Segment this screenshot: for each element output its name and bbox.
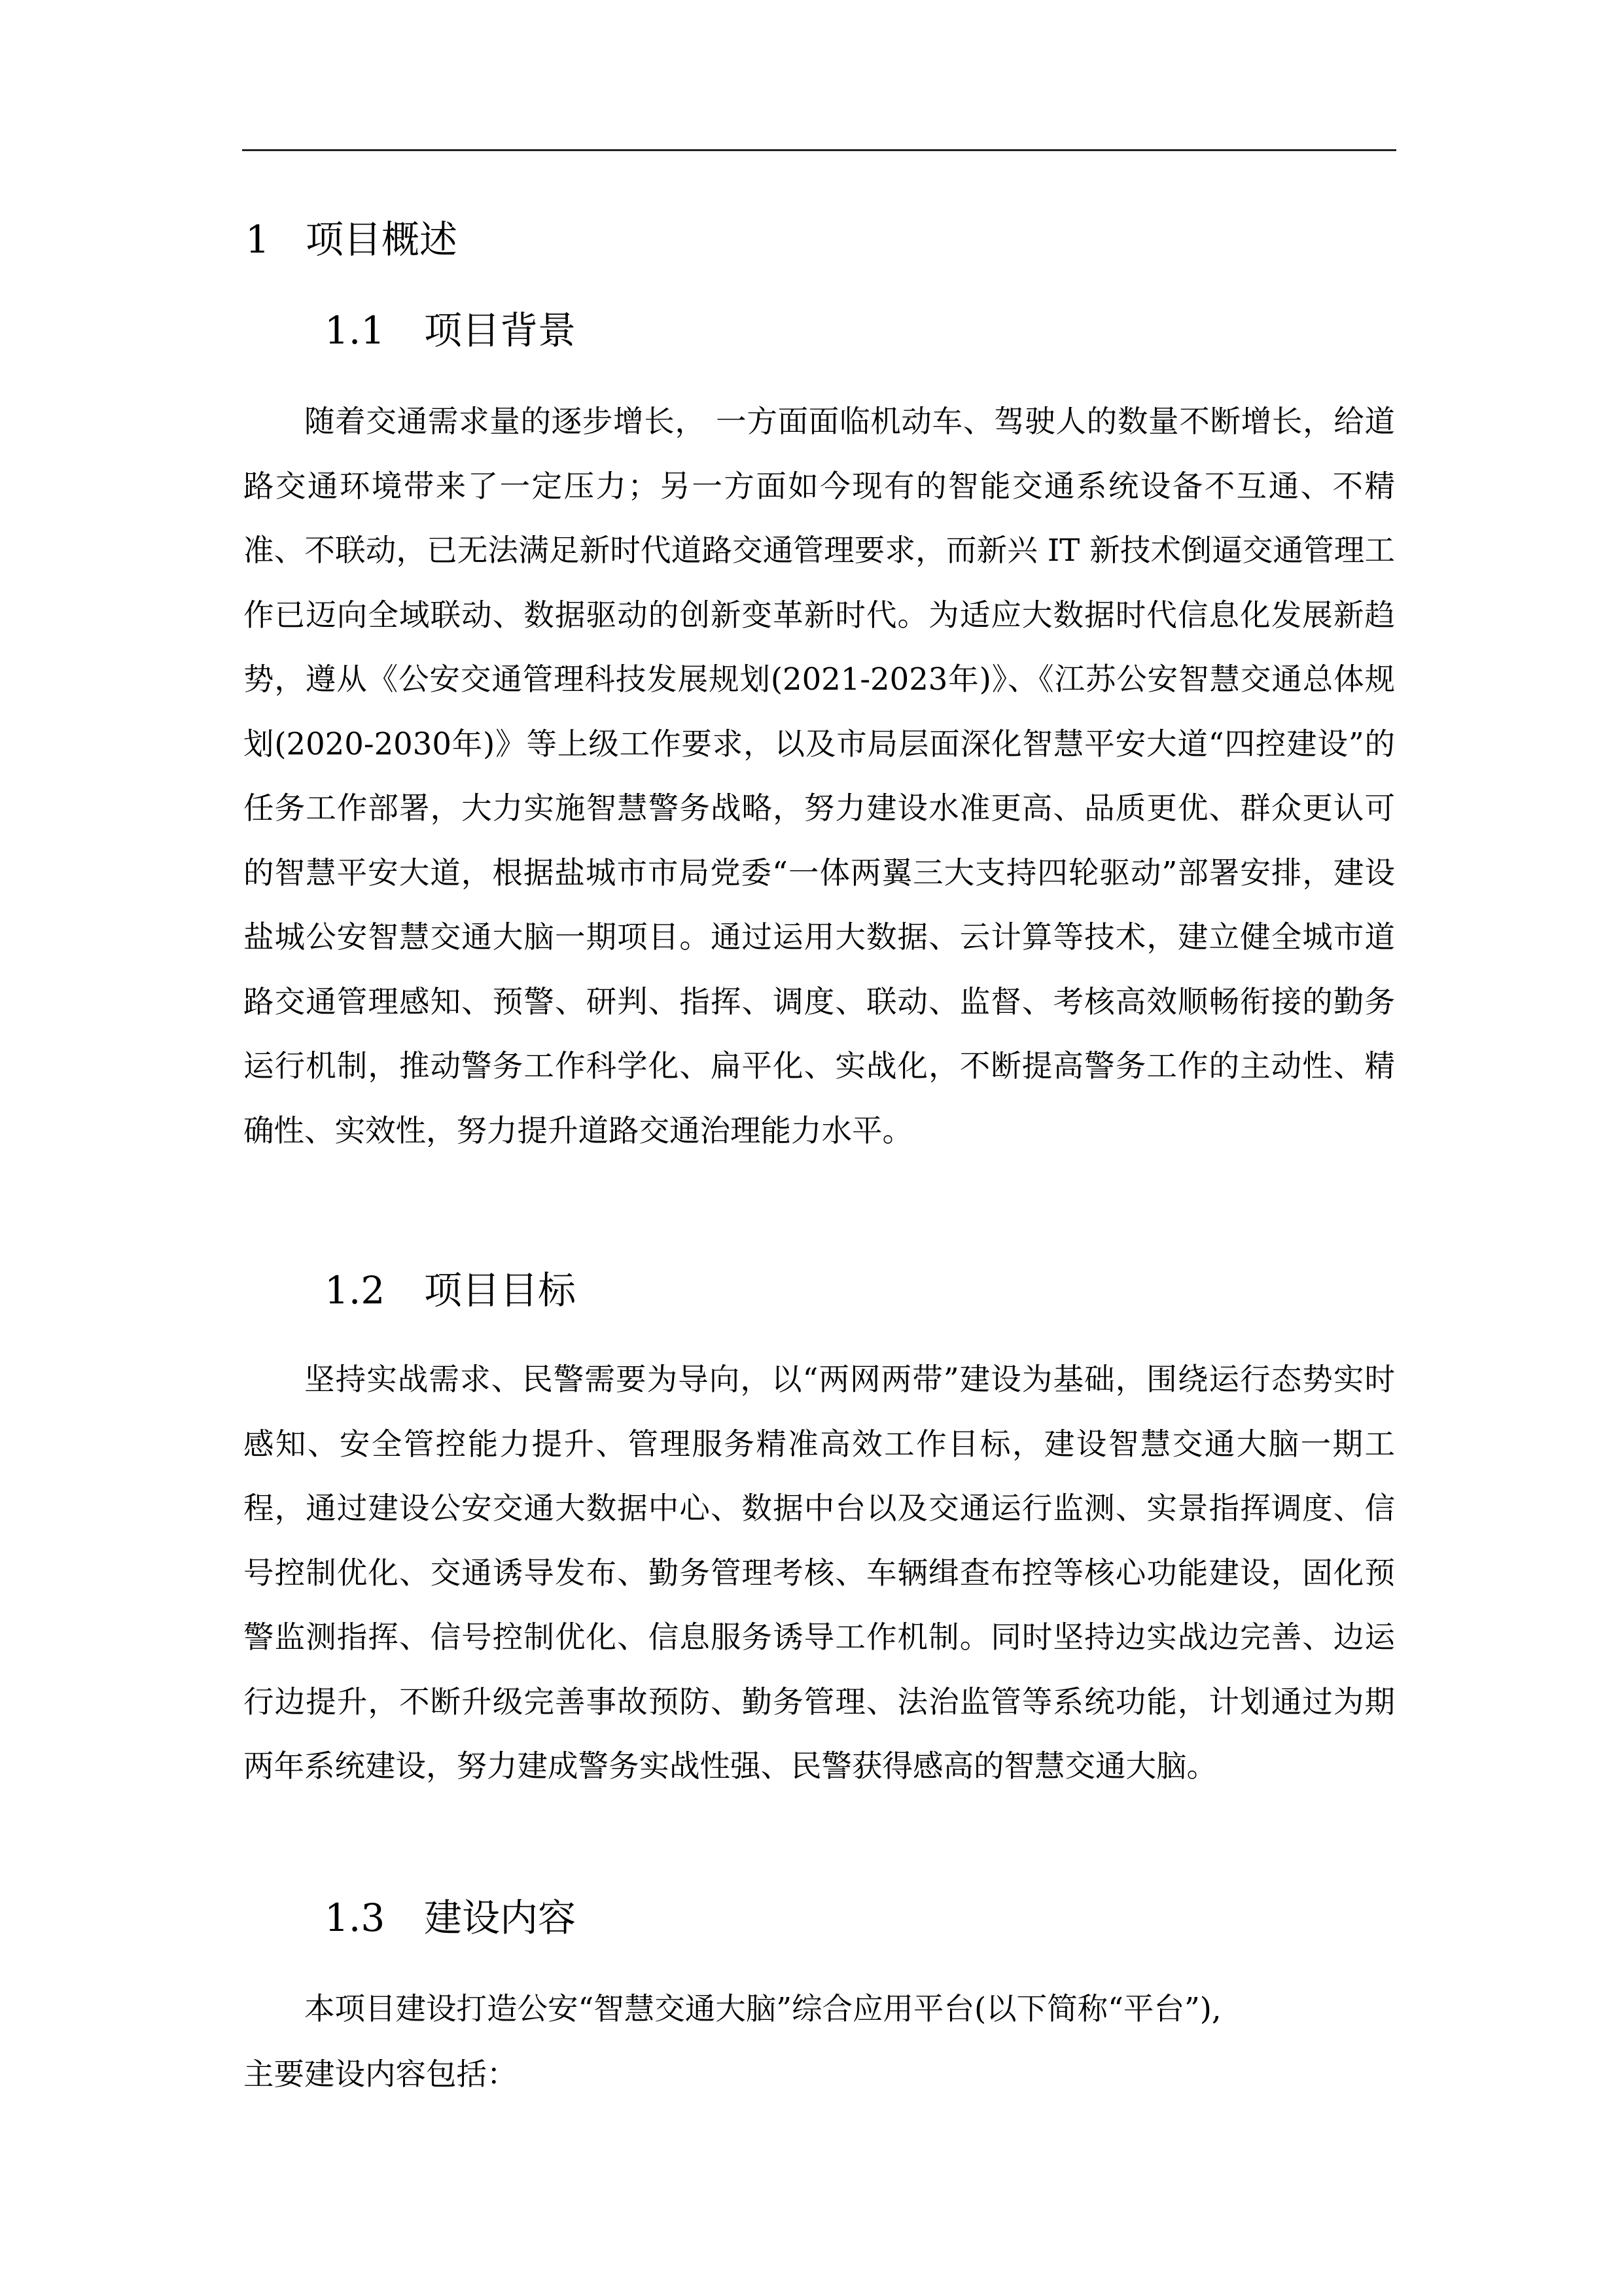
section-heading-goals [325, 1268, 576, 1313]
section-heading-background [325, 308, 576, 353]
background-paragraph: 随着交通需求量的逐步增长， 一方面面临机动车、驾驶人的数量不断增长，给道路交通环境带来了一定压力；另一方面如今现有的智能交通系统设备不互通、不精准、不联动，已无法满足新时代道路交通管理要求，而新兴 IT 新技术倒逼交通管理工作已迈向全域联动、数据驱动的创新变革新时代。为适应大数据时代信息化发展新趋势，遵从《公安交通管理科技发展规划(2021-2023年)》、《江苏公安智慧交通总体规划(2020-2030年)》等上级工作要求，以及市局层面深化智慧平安大道“四控建设”的任务工作部署，大力实施智慧警务战略，努力建设水准更高、品质更优、群众更认可的智慧平安大道，根据盐城市市局党委“一体两翼三大支持四轮驱动”部署安排，建设盐城公安智慧交通大脑一期项目。通过运用大数据、云计算等技术，建立健全城市道路交通管理感知、预警、研判、指挥、调度、联动、监督、考核高效顺畅衔接的勤务运行机制，推动警务工作科学化、扁平化、实战化，不断提高警务工作的主动性、精确性、实效性，努力提升道路交通治理能力水平。 [243, 404, 1395, 1148]
section-title: 建设内容 [424, 1896, 576, 1940]
content-paragraph-tail: 主要建设内容包括： [243, 2057, 518, 2092]
goals-paragraph: 坚持实战需求、民警需要为导向，以“两网两带”建设为基础，围绕运行态势实时感知、安全管控能力提升、管理服务精准高效工作目标，建设智慧交通大脑一期工程，通过建设公安交通大数据中心、数据中台以及交通运行监测、实景指挥调度、信号控制优化、交通诱导发布、勤务管理考核、车辆缉查布控等核心功能建设，固化预警监测指挥、信号控制优化、信息服务诱导工作机制。同时坚持边实战边完善、边运行边提升，不断升级完善事故预防、勤务管理、法治监管等系统功能，计划通过为期两年系统建设，努力建成警务实战性强、民警获得感高的智慧交通大脑。 [243, 1362, 1395, 1784]
content-paragraph [243, 1976, 1395, 2107]
section-number: 1.1 [325, 308, 385, 353]
chapter-number: 1 [245, 217, 270, 262]
section-heading-content [325, 1896, 576, 1940]
section-number: 1.2 [325, 1268, 385, 1313]
section-title: 项目目标 [424, 1268, 576, 1313]
section-title: 项目背景 [424, 308, 576, 353]
section-number: 1.3 [325, 1896, 385, 1940]
header-rule [242, 149, 1396, 151]
content-paragraph-lead: 本项目建设打造公安“智慧交通大脑”综合应用平台(以下简称“平台”), [304, 1991, 1222, 2026]
chapter-title: 项目概述 [306, 217, 458, 262]
chapter-heading [245, 217, 458, 262]
